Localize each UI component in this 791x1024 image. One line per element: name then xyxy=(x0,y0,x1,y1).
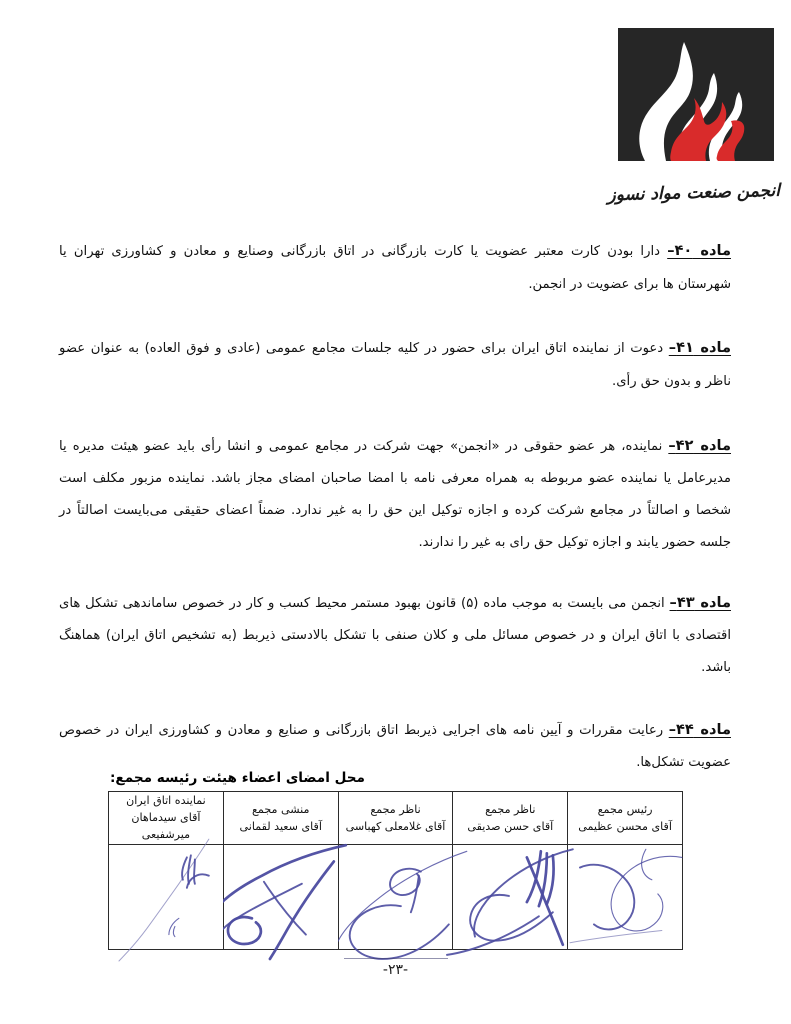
handwritten-signature-icon xyxy=(453,845,567,949)
signature-header-supervisor-2 xyxy=(338,792,453,845)
logo-caption: انجمن صنعت مواد نسوز xyxy=(607,180,781,206)
signature-section xyxy=(108,770,683,950)
person-name: آقای سعید لقمانی xyxy=(239,819,322,833)
signature-cell-chamber-representative xyxy=(109,844,224,949)
role-label: ناظر مجمع xyxy=(370,802,421,816)
role-label: رئیس مجمع xyxy=(597,802,653,816)
signature-row xyxy=(109,844,683,949)
signature-header-secretary xyxy=(223,792,338,845)
articles-body xyxy=(59,220,731,779)
signature-cell-supervisor-2 xyxy=(338,844,453,949)
signature-cell-secretary xyxy=(223,844,338,949)
person-name: آقای غلامعلی کهباسی xyxy=(345,819,446,833)
article-43-text: انجمن می بایست به موجب ماده (۵) قانون بهبود مستمر محیط کسب و کار در خصوص ساماندهی تشکل های اقتصادی با اتاق ایران و در خصوص مسائل ملی و کلان صنفی با تشکل بالادستی ذیربط (به تشخیص اتاق ایران) هماهنگ باشد. xyxy=(59,595,731,676)
person-name: آقای حسن صدیقی xyxy=(467,819,554,833)
article-42 xyxy=(59,428,731,559)
handwritten-signature-icon xyxy=(339,845,453,949)
handwritten-signature-icon xyxy=(568,845,682,949)
signature-table xyxy=(108,791,683,950)
article-40 xyxy=(59,233,731,300)
handwritten-signature-icon xyxy=(109,845,223,949)
person-name: آقای محسن عظیمی xyxy=(578,819,672,833)
footer-divider xyxy=(344,958,448,959)
article-41 xyxy=(59,330,731,397)
page-number: -۲۳- xyxy=(382,962,409,978)
article-44-number: ماده ۴۴– xyxy=(668,721,731,738)
handwritten-signature-icon xyxy=(224,845,338,949)
article-42-text: نماینده، هر عضو حقوقی در «انجمن» جهت شرکت در مجامع عمومی و انشا رأی باید عضو هیئت مدیره یا مدیرعامل یا نماینده عضو مربوطه به همراه معرفی نامه با امضا صاحبان امضای مجاز باشد. نماینده مزبور مکلف است شخصا و اصالتاً در مجامع شرکت کرده و اجازه توکیل این حق را به غیر ندارد. ضمناً اعضای حقیقی می‌بایست اصالتاً در جلسه حضور یابند و اجازه توکیل حق رای به غیر را ندارند. xyxy=(59,438,731,550)
article-41-number: ماده ۴۱– xyxy=(668,339,731,357)
role-label: منشی مجمع xyxy=(252,802,310,816)
table-header-row xyxy=(109,792,683,845)
signature-section-heading: محل امضای اعضاء هیئت رئیسه مجمع: xyxy=(110,770,365,786)
signature-header-supervisor-1 xyxy=(453,792,568,845)
signature-header-chairman xyxy=(568,792,683,845)
article-43-number: ماده ۴۳– xyxy=(669,593,731,611)
article-42-number: ماده ۴۲– xyxy=(668,436,731,454)
association-logo xyxy=(607,22,781,207)
article-40-text: دارا بودن کارت معتبر عضویت یا کارت بازرگانی در اتاق بازرگانی وصنایع و معادن و کشاورزی تهران یا شهرستان ها برای عضویت در انجمن. xyxy=(59,244,731,292)
flame-logo-icon xyxy=(618,28,774,161)
article-41-text: دعوت از نماینده اتاق ایران برای حضور در کلیه جلسات مجامع عمومی (عادی و فوق العاده) به عنوان عضو ناظر و بدون حق رأی. xyxy=(59,341,731,389)
signature-header-chamber-representative xyxy=(109,792,224,845)
role-label: نماینده اتاق ایران xyxy=(126,794,206,807)
article-44-text: رعایت مقررات و آیین نامه های اجرایی ذیربط اتاق بازرگانی و صنایع و معادن و کشاورزی ایران در خصوص عضویت تشکل‌ها. xyxy=(59,723,731,771)
role-label: ناظر مجمع xyxy=(485,802,536,816)
article-43 xyxy=(59,585,731,684)
article-40-number: ماده ۴۰– xyxy=(667,242,731,260)
signature-cell-chairman xyxy=(568,844,683,949)
person-name: آقای سیدماهان میرشفیعی xyxy=(131,811,201,842)
signature-cell-supervisor-1 xyxy=(453,844,568,949)
